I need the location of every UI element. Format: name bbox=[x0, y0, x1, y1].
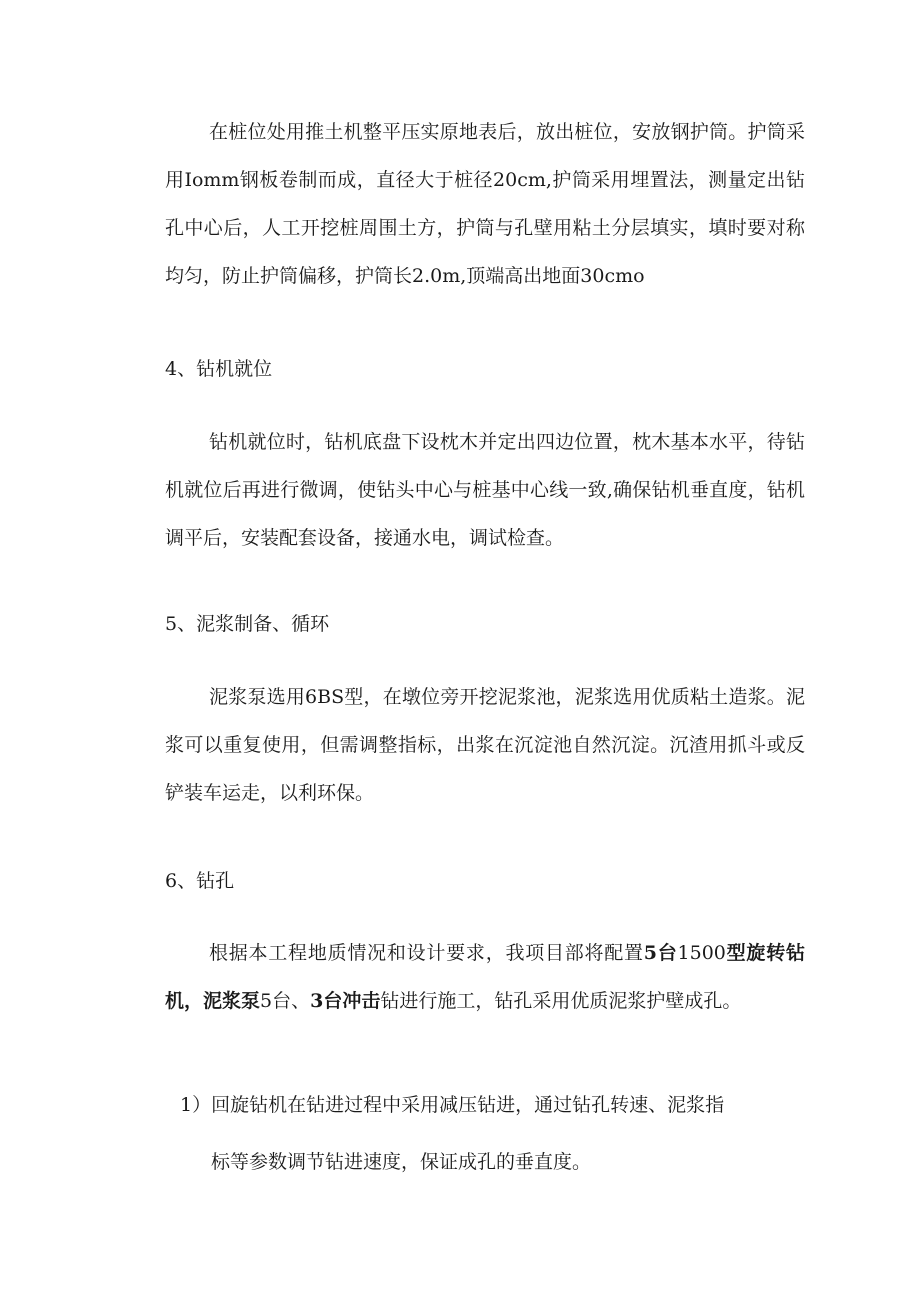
drilling-text-2: 5台 bbox=[643, 942, 678, 964]
drilling-text-3: 1500 bbox=[677, 942, 726, 964]
drilling-text-1: 根据本工程地质情况和设计要求，我项目部将配置 bbox=[209, 942, 644, 964]
list-item-1-line-1: 1）回旋钻机在钻进过程中采用减压钻进，通过钻孔转速、泥浆指 bbox=[180, 1094, 725, 1116]
paragraph-mud-preparation: 泥浆泵选用6BS型，在墩位旁开挖泥浆池，泥浆选用优质粘土造浆。泥浆可以重复使用，但需调整指标，出浆在沉淀池自然沉淀。沉渣用抓斗或反铲装车运走，以利环保。 bbox=[165, 686, 805, 804]
list-item-1-line-2: 标等参数调节钻进速度，保证成孔的垂直度。 bbox=[211, 1151, 592, 1173]
drilling-text-5: 5台、 bbox=[260, 990, 311, 1012]
paragraph-casing: 在桩位处用推土机整平压实原地表后，放出桩位，安放钢护筒。护筒采用Iomm钢板卷制而成，直径大于桩径20cm,护筒采用埋置法，测量定出钻孔中心后，人工开挖桩周围土方，护筒与孔壁用粘土分层填实，填时要对称均匀，防止护筒偏移，护筒长2.0m,顶端高出地面30cmo bbox=[165, 121, 805, 287]
heading-drilling: 6、钻孔 bbox=[165, 870, 235, 892]
paragraph-drilling bbox=[165, 929, 805, 1025]
heading-rig-positioning: 4、钻机就位 bbox=[165, 358, 273, 380]
heading-mud-preparation: 5、泥浆制备、循环 bbox=[165, 613, 330, 635]
drilling-text-4: 型旋转钻机，泥浆泵 bbox=[165, 942, 805, 1012]
drilling-text-6: 3台冲击 bbox=[310, 990, 381, 1012]
paragraph-rig-positioning: 钻机就位时，钻机底盘下设枕木并定出四边位置，枕木基本水平，待钻机就位后再进行微调，使钻头中心与桩基中心线一致,确保钻机垂直度，钻机调平后，安装配套设备，接通水电，调试检查。 bbox=[165, 431, 805, 549]
drilling-text-7: 钻进行施工，钻孔采用优质泥浆护壁成孔。 bbox=[380, 990, 742, 1012]
